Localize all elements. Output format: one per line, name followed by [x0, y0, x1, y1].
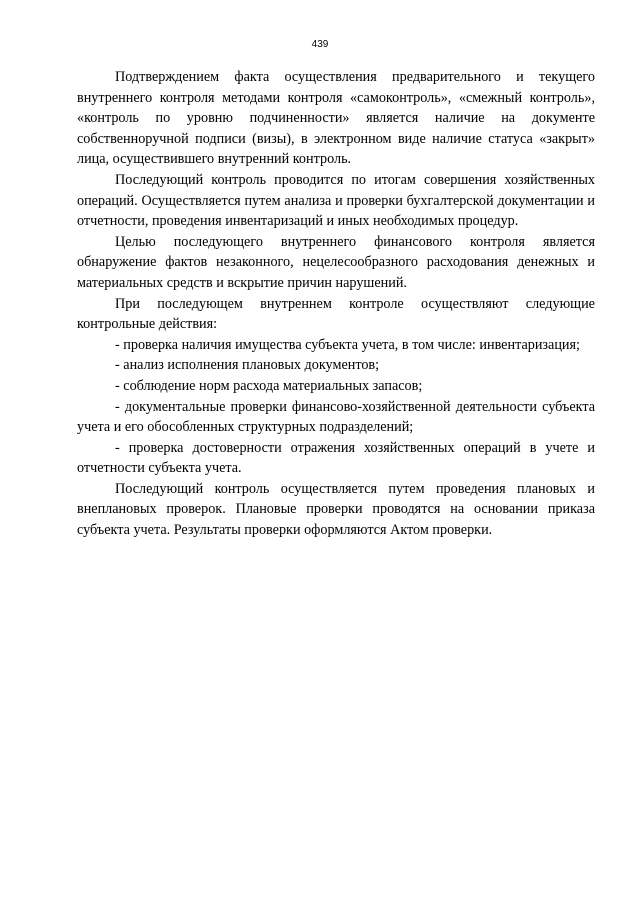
page-number: 439: [311, 39, 329, 50]
list-item-documentary-checks: - документальные проверки финансово-хозяйственной деятельности субъекта учета и его обособленных структурных подразделений;: [77, 398, 595, 436]
list-item-inventory-check: - проверка наличия имущества субъекта учета, в том числе: инвентаризация;: [115, 336, 580, 353]
list-item-plan-analysis: - анализ исполнения плановых документов;: [115, 357, 380, 374]
list-item-reporting-accuracy: - проверка достоверности отражения хозяйственных операций в учете и отчетности субъекта учета.: [77, 439, 595, 477]
paragraph-inspections: Последующий контроль осуществляется путем проведения плановых и внеплановых проверок. Плановые проверки проводятся на основании приказа субъекта учета. Результаты проверки оформляются Актом проверки.: [77, 480, 595, 539]
paragraph-control-actions-intro: При последующем внутреннем контроле осуществляют следующие контрольные действия:: [77, 295, 595, 333]
paragraph-subsequent-control: Последующий контроль проводится по итогам совершения хозяйственных операций. Осуществляется путем анализа и проверки бухгалтерской документации и отчетности, проведения инвентаризаций и иных необходимых процедур.: [77, 171, 595, 230]
paragraph-confirmation: Подтверждением факта осуществления предварительного и текущего внутреннего контроля методами контроля «самоконтроль», «смежный контроль», «контроль по уровню подчиненности» является наличие на документе собственноручной подписи (визы), в электронном виде наличие статуса «закрыт» лица, осуществившего внутренний контроль.: [77, 69, 595, 168]
document-body: [77, 67, 595, 541]
list-item-consumption-norms: - соблюдение норм расхода материальных запасов;: [115, 377, 423, 394]
paragraph-control-goal: Целью последующего внутреннего финансового контроля является обнаружение фактов незаконного, нецелесообразного расходования денежных и материальных средств и вскрытие причин нарушений.: [77, 233, 595, 291]
